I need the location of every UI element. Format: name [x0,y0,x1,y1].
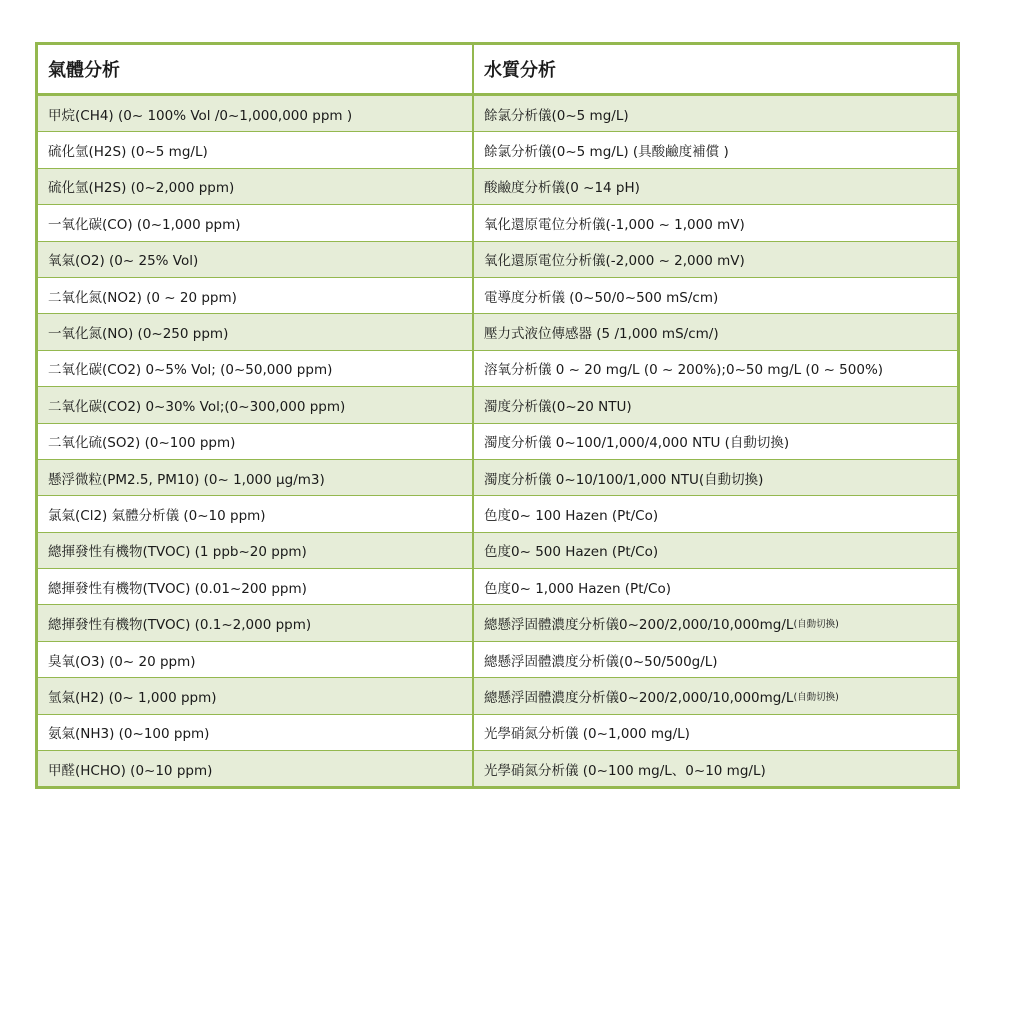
gas-analysis-cell: 總揮發性有機物(TVOC) (1 ppb~20 ppm) [38,533,474,568]
gas-analysis-cell: 總揮發性有機物(TVOC) (0.1~2,000 ppm) [38,605,474,640]
table-row [38,386,957,422]
gas-analysis-cell: 硫化氫(H2S) (0~2,000 ppm) [38,169,474,204]
header-gas-analysis: 氣體分析 [38,45,474,93]
water-analysis-cell [474,387,957,422]
water-analysis-text: 總懸浮固體濃度分析儀0~200/2,000/10,000mg/L [484,617,794,634]
water-analysis-cell [474,569,957,604]
table-row [38,204,957,240]
water-analysis-text: 總懸浮固體濃度分析儀(0~50/500g/L) [484,653,718,670]
table-row [38,532,957,568]
water-analysis-cell [474,132,957,167]
water-analysis-text: 電導度分析儀 (0~50/0~500 mS/cm) [484,289,719,306]
table-row [38,168,957,204]
water-analysis-text: 色度0~ 100 Hazen (Pt/Co) [484,507,659,524]
water-analysis-text: 總懸浮固體濃度分析儀0~200/2,000/10,000mg/L [484,689,794,706]
water-analysis-cell [474,751,957,786]
gas-analysis-cell: 氨氣(NH3) (0~100 ppm) [38,715,474,750]
table-row [38,423,957,459]
water-analysis-text: 濁度分析儀 0~100/1,000/4,000 NTU (自動切換) [484,435,790,452]
water-analysis-text: 酸鹼度分析儀(0 ~14 pH) [484,180,640,197]
gas-analysis-cell: 硫化氫(H2S) (0~5 mg/L) [38,132,474,167]
table-row [38,350,957,386]
gas-analysis-cell: 二氧化碳(CO2) 0~5% Vol; (0~50,000 ppm) [38,351,474,386]
table-row [38,495,957,531]
table-header-row [38,45,957,95]
gas-analysis-cell: 臭氧(O3) (0~ 20 ppm) [38,642,474,677]
water-analysis-cell [474,169,957,204]
gas-analysis-cell: 甲醛(HCHO) (0~10 ppm) [38,751,474,786]
gas-analysis-cell: 二氧化氮(NO2) (0 ~ 20 ppm) [38,278,474,313]
gas-analysis-cell: 氧氣(O2) (0~ 25% Vol) [38,242,474,277]
water-analysis-cell [474,533,957,568]
table-body [38,95,957,786]
water-analysis-cell [474,96,957,131]
water-analysis-cell [474,242,957,277]
water-analysis-cell [474,314,957,349]
table-row [38,95,957,131]
water-analysis-cell [474,460,957,495]
gas-analysis-cell: 懸浮微粒(PM2.5, PM10) (0~ 1,000 μg/m3) [38,460,474,495]
water-analysis-text: 氧化還原電位分析儀(-1,000 ~ 1,000 mV) [484,216,745,233]
water-analysis-cell [474,205,957,240]
water-analysis-text: 濁度分析儀 0~10/100/1,000 NTU(自動切換) [484,471,764,488]
water-analysis-text: 餘氯分析儀(0~5 mg/L) (具酸鹼度補償 ) [484,144,729,161]
water-analysis-cell [474,678,957,713]
water-analysis-cell [474,496,957,531]
water-analysis-note: (自動切換) [793,691,839,703]
water-analysis-cell [474,351,957,386]
gas-analysis-cell: 甲烷(CH4) (0~ 100% Vol /0~1,000,000 ppm ) [38,96,474,131]
water-analysis-cell [474,642,957,677]
analysis-table [35,42,960,789]
table-row [38,714,957,750]
table-row [38,641,957,677]
gas-analysis-cell: 一氧化氮(NO) (0~250 ppm) [38,314,474,349]
water-analysis-text: 濁度分析儀(0~20 NTU) [484,398,632,415]
water-analysis-text: 色度0~ 500 Hazen (Pt/Co) [484,544,659,561]
water-analysis-text: 色度0~ 1,000 Hazen (Pt/Co) [484,580,671,597]
table-row [38,131,957,167]
gas-analysis-cell: 一氧化碳(CO) (0~1,000 ppm) [38,205,474,240]
water-analysis-text: 壓力式液位傳感器 (5 /1,000 mS/cm/) [484,326,719,343]
water-analysis-text: 氧化還原電位分析儀(-2,000 ~ 2,000 mV) [484,253,745,270]
gas-analysis-cell: 二氧化硫(SO2) (0~100 ppm) [38,424,474,459]
gas-analysis-cell: 氯氣(Cl2) 氣體分析儀 (0~10 ppm) [38,496,474,531]
table-row [38,604,957,640]
header-water-analysis: 水質分析 [484,60,556,81]
water-analysis-note: (自動切換) [793,619,839,631]
water-analysis-cell [474,278,957,313]
table-row [38,241,957,277]
water-analysis-text: 光學硝氮分析儀 (0~1,000 mg/L) [484,726,690,743]
table-row [38,568,957,604]
gas-analysis-cell: 氫氣(H2) (0~ 1,000 ppm) [38,678,474,713]
water-analysis-cell [474,424,957,459]
table-row [38,750,957,786]
table-row [38,677,957,713]
table-row [38,277,957,313]
table-row [38,459,957,495]
gas-analysis-cell: 總揮發性有機物(TVOC) (0.01~200 ppm) [38,569,474,604]
water-analysis-text: 溶氧分析儀 0 ~ 20 mg/L (0 ~ 200%);0~50 mg/L (0 ~ 500%) [484,362,884,379]
table-row [38,313,957,349]
water-analysis-text: 餘氯分析儀(0~5 mg/L) [484,107,629,124]
water-analysis-cell [474,605,957,640]
water-analysis-text: 光學硝氮分析儀 (0~100 mg/L、0~10 mg/L) [484,762,766,779]
water-analysis-cell [474,715,957,750]
gas-analysis-cell: 二氧化碳(CO2) 0~30% Vol;(0~300,000 ppm) [38,387,474,422]
